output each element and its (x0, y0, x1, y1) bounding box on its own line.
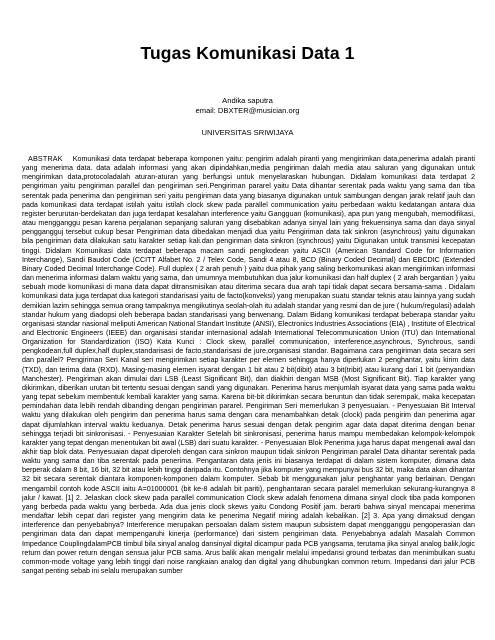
abstract-label: ABSTRAK (28, 155, 63, 163)
abstract-text: Komunikasi data terdapat beberapa komponen yaitu: pengirim adalah piranti yang mengirimkan data,penerima adalah piranti yang menerima data. data adalah informasi yang akan dipindahkan,media pengiriman dalah media atau saluran yang digunakan untuk mengirimkan data,protocoladalah aturan-aturan yang berfungsi untuk menyelaraskan hubungan. Didalam komunikasi data terdapat 2 pengiriman yaitu pengiriman parallel dan pengiriman seri.Pengiriman pararel yaitu Data dihantar serentak pada waktu yang sama dan tiba serentak pada penerima dan pengiriman seri yaitu pengiriman data yang biasanya digunakan untuk sambungan dengan jarak relatif jauh dan pada komunikasi data terdapat istilah yaitu istilah clock skew pada parallel communication yaitu perbedaan waktu kedatangan antara dua register berurutan-berdekatan dan juga terdapat kesalahan interference yaitu Gangguan (komunikasi), apa pun yang mengubah, memodifikasi, atau mengganggu pesan karena perjalanan sepanjang saluran yang disebabkan adanya sinyal lain yang frekuensinya sama dan daya sinyal penggangguj tersebut cukup besar Pengiriman data dibedakan menjadi dua yaitu Pengiriman data tak sinkron (asynchrous) yaitu digunakan bila pengiriman data dilakukan satu karakter setiap kali.dan pengiriman data sinkron (synchrous) yaitu Digunakan untuk transmisi kecepatan tinggi. Didalam Komunikasi data terdapat beberapa macam sandi pengkodean yaitu ASCII (American Standard Code for Information Interchange), Sandi Baudot Code (CCITT Alfabet No. 2 / Telex Code, Sandi 4 atau 8, BCD (Binary Coded Decimal) dan EBCDIC (Extended Binary Coded Decimal Interchange Code). Full duplex ( 2 arah penuh ) yaitu dua pihak yang saling berkomunikasi akan mengirimkan informasi dan menerima informasi dalam waktu yang sama, dan umumnya membutuhkan dua jalur komunikasi dan half duplex ( 2 arah bergantian ) yaitu sebuah mode komunikasi di mana data dapat ditransmisikan atau diterima secara dua arah tapi tidak dapat secara bersama-sama . Didalam komunikasi data juga terdapat dua kategori standarisasi yaitu de facto(konveksi) yang merupakan suatu standar teknis atau lainnya yang sudah demikian lazim sehingga semua orang tampaknya mengikutinya seolah-olah itu adalah standar yang resmi dan de jure ( hukum/regulasi) adalah standar hukum yang diadopsi oleh beberapa badan standarisasi yang berwenang. Dalam Bidang komunikasi terdapat beberapa standar yaitu organisasi standar nasional meliputi American National Standart Institute (ANSI), Electronics Industries Associations (EIA) , Institute of Electrical and Electronic Engineers (IEEE) dan organisasi standar internasional adalah International Telecommunication Union (ITU) dan International Organization for Standardization (ISO) Kata Kunci : Clock skew, parallel communication, interference,asynchrous, Synchrous, sandi pengkodean,full duplex,half duplex,standarisasi de facto,standarisasi de jure,organisasi standar. Bagaimana cara pengiriman data secara seri dan parallel? Pengiriman Seri Kanal seri mengirimkan setiap karakter per elemen sehingga hanya diperlukan 2 penghantar, yaitu kirim data (TXD), dan terima data (RXD). Masing-masing elemen isyarat dengan 1 bit atau 2 bit(dibit) atau 3 bit(tribit) atau kurang dari 1 bit (penyandian Manchester). Pengiriman akan dimulai dari LSB (Least Significant Bit), dan diakhiri dengan MSB (Most Significant Bit). Tiap karakter yang dikirimkan, diberikan urutan bit tertentu sesuai dengan sandi yang digunakan. Penerima harus menjumlah isyarat data yang sama pada waktu yang tepat sebelum membentuk kembali karakter yang sama. Karena bit-bit dikirimkan secara beruntun dan tidak serempak, maka kecepatan pemindahan data lebih rendah dibanding dengan pengiriman pararel. Pengiriman Seri memerlukan 3 penyesuaian. - Penyesuaian Bit Interval waktu yang dilakukan oleh pengirim dan penerima harus sama dengan cara menambahkan detak (clock) pada pengirim dan penerima agar dapat dijumlahkan interval waktu keduanya. Detak penerima harus sesuai dengan detak pengirim agar data dapat diterima dengan benar sehingga terjadi bit sinkronisasi. - Penyesuaian Karakter Setelah bit sinkronisasi, penerima harus mampu membedakan kelompok-kelompok karakter yang tepat dengan menentukan bit awal (LSB) dari suatu karakter. - Penyesuaian Blok Penerima juga harus dapat mengenali awal dan akhir tiap blok data. Penyesuaian dapat diperoleh dengan cara sinkron maupun tidak sinkron Pengiriman paralel Data dihantar serentak pada waktu yang sama dan tiba serentak pada penerima. Pengantaran data jenis ini biasanya terdapat di dalam sistem komputer, dimana data berperak dalam 8 bit, 16 bit, 32 bit atau lebih tinggi daripada itu. Contohnya jika komputer yang mempunyai bus 32 bit, maka data akan dihantar 32 bit secara serentak diantara komponen-komponen dalam komputer. Sebab bit menggunakan jalur penghantar yang berlainan. Dengan mengambil contoh kode ASCII iaitu A=01000001 (bit ke-8 adalah bit pariti), penghantaran secara paralel memerlukan sekurang-kurangnya 8 jalur / kawat. [1] 2. Jelaskan clock skew pada parallel communication Clock skew adalah fenomena dimana sinyal clock tiba pada komponen yang berbeda pada waktu yang berbeda. Ada dua jenis clock skews yaitu Condong Positif jam. berarti bahwa sinyal mencapai menerima mendaftar lebih cepat dari register yang mengirim data ke penerima Negatif miring adalah kebalikan. [2] 3. Apa yang dimaksud dengan interference dan penyebabnya? Interference merupakan persoalan dalam sistem maupun subsistem dapat mengganggu pengoperasian dan pengiriman data dan dapat mempengaruhi kinerja (performance) dari sistem pengiriman data. Penyebabnya adalah Masalah Common Impedance CouplingdalamPCB timbul bila sinyal analog dansinyal digital dicampur pada PCB yangsama, terutama jika sinyal analog balik,logic return dan power return dengan sensua jalur PCB sama. Arus balik akan mengalir melalui impedansi ground terbatas dan menimbulkan suatu common-mode voltage yang lebih tinggi dari noise rangkaian analog dan digital yang dihubungkan common return. Impedansi dari jalur PCB sangat penting sebab ini selalu merupakan sumber (22, 155, 475, 576)
author-institution: UNIVERSITAS SRIWIJAYA (201, 128, 294, 137)
abstract-block (22, 155, 475, 576)
author-name: Andika saputra (222, 96, 273, 105)
author-email: email: DBXTER@musician.org (195, 106, 300, 115)
paper-title: Tugas Komunikasi Data 1 (140, 43, 355, 63)
